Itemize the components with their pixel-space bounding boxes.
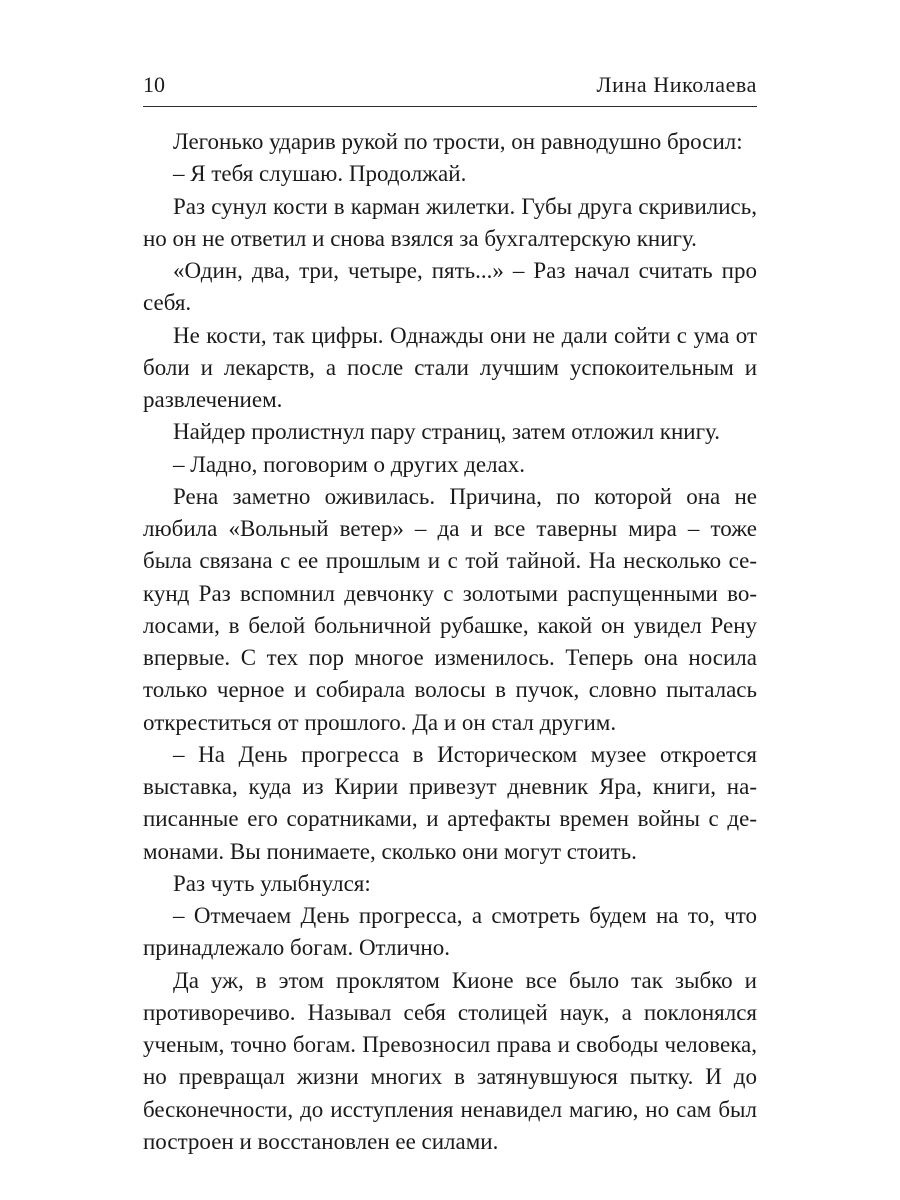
paragraph: Рена заметно оживилась. Причина, по которой она не любила «Вольный ветер» – да и все таверны мира – тоже была связана с ее прошлым и с той тайной. На несколько секунд Раз вспомнил девчонку с золотыми распущенными волосами, в белой больничной рубашке, какой он увидел Рену впервые. С тех пор многое изменилось. Теперь она носила только черное и собирала волосы в пучок, словно пыталась откреститься от прошлого. Да и он стал другим. [143,483,757,735]
running-head-author: Лина Николаева [596,72,757,97]
paragraph: – Я тебя слушаю. Продолжай. [173,161,467,187]
paragraph: Раз сунул кости в карман жилетки. Губы друга скривились, но он не ответил и снова взялся за бухгалтерскую книгу. [143,193,757,251]
paragraph: Не кости, так цифры. Однажды они не дали сойти с ума от боли и лекарств, а после стали лучшим успокоительным и развлечением. [143,322,757,412]
header-rule [143,106,757,107]
body-text [143,126,757,1158]
page-header [143,70,757,100]
paragraph: – Отмечаем День прогресса, а смотреть будем на то, что принадлежало богам. Отлично. [143,903,757,961]
paragraph: – Ладно, поговорим о других делах. [173,451,526,477]
paragraph: Найдер пролистнул пару страниц, затем отложил книгу. [173,419,720,445]
paragraph: – На День прогресса в Историческом музее откроется выставка, куда из Кирии привезут дневник Яра, книги, написанные его соратниками, и артефакты времен войны с демонами. Вы понимаете, сколько они могут стоить. [143,741,757,864]
paragraph: «Один, два, три, четыре, пять...» – Раз начал считать про себя. [143,258,757,316]
paragraph: Да уж, в этом проклятом Кионе все было так зыбко и противоречиво. Называл себя столицей наук, а поклонялся ученым, точно богам. Превозносил права и свободы человека, но превращал жизни многих в затянувшуюся пытку. И до бесконечности, до исступления ненавидел магию, но сам был построен и восстановлен ее силами. [143,967,757,1154]
page-number: 10 [143,72,165,97]
paragraph: Легонько ударив рукой по трости, он равнодушно бросил: [173,129,743,154]
paragraph: Раз чуть улыбнулся: [173,870,371,896]
